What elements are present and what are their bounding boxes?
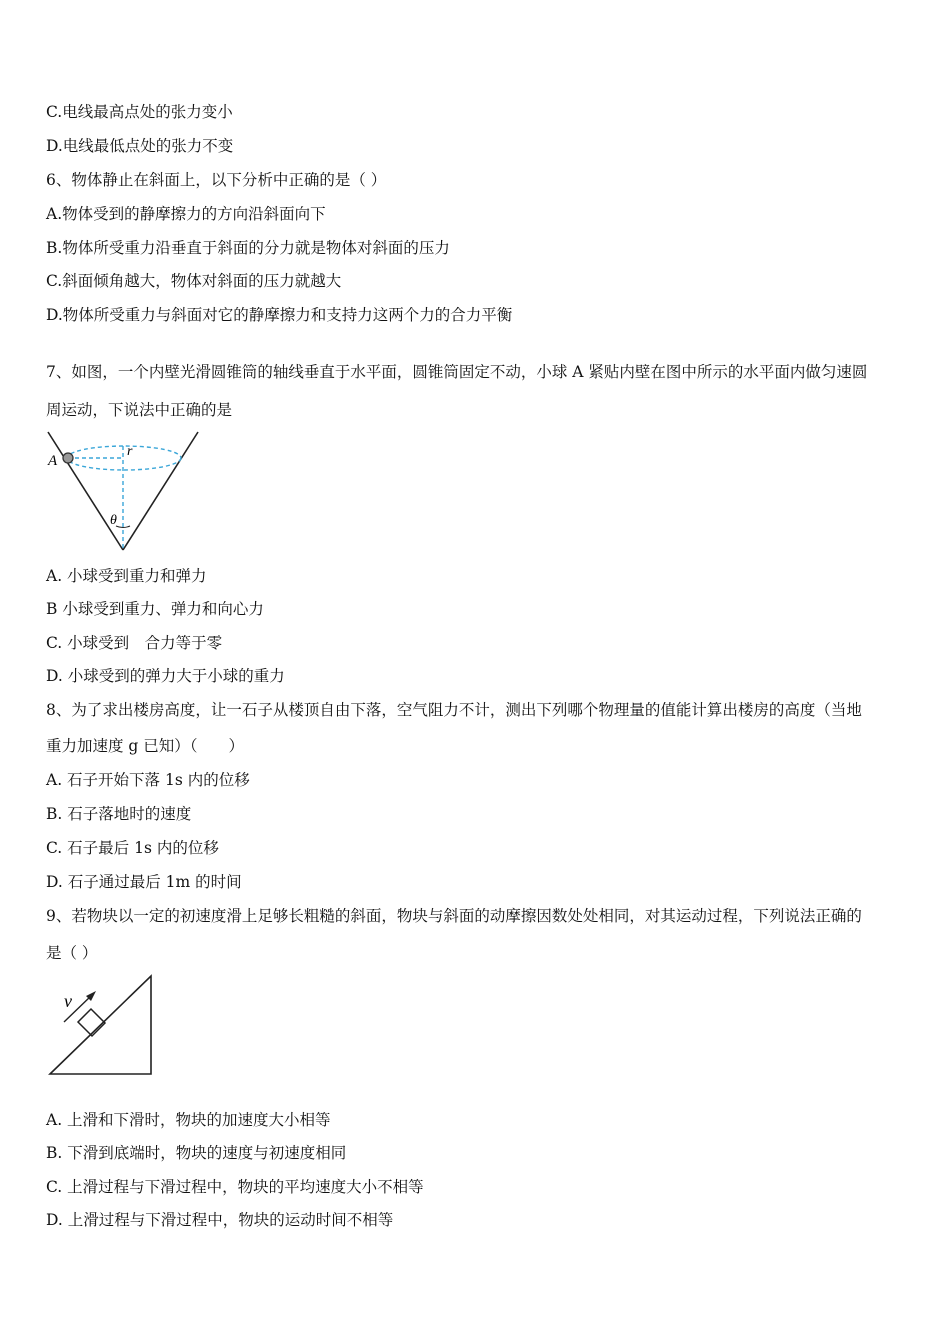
q7-option-b: B 小球受到重力、弹力和向心力 xyxy=(46,600,264,618)
q9-option-b: B. 下滑到底端时，物块的速度与初速度相同 xyxy=(46,1144,347,1162)
incline-figure xyxy=(44,970,159,1080)
q6-option-a: A.物体受到的静摩擦力的方向沿斜面向下 xyxy=(46,205,326,223)
q8-option-a: A. 石子开始下落 1s 内的位移 xyxy=(46,771,250,789)
line-5c: C.电线最高点处的张力变小 xyxy=(46,103,233,121)
q7-option-c: C. 小球受到 合力等于零 xyxy=(46,634,223,652)
q8-option-c: C. 石子最后 1s 内的位移 xyxy=(46,839,219,857)
label-theta: θ xyxy=(110,513,117,528)
q6-option-c: C.斜面倾角越大，物体对斜面的压力就越大 xyxy=(46,272,342,290)
question-8-line2: 重力加速度 g 已知）（ ） xyxy=(46,737,245,755)
question-9-line2: 是（ ） xyxy=(46,944,98,962)
label-v: v xyxy=(64,991,72,1011)
question-6: 6、物体静止在斜面上，以下分析中正确的是（ ） xyxy=(46,171,387,189)
question-7-line2: 周运动，下说法中正确的是 xyxy=(46,401,233,419)
label-r: r xyxy=(127,444,133,459)
cone-figure xyxy=(44,428,204,556)
question-8-line1: 8、为了求出楼房高度，让一石子从楼顶自由下落，空气阻力不计，测出下列哪个物理量的值能计算出楼房的高度（当地 xyxy=(46,701,862,719)
q6-option-b: B.物体所受重力沿垂直于斜面的分力就是物体对斜面的压力 xyxy=(46,239,450,257)
cone-right-wall xyxy=(123,432,198,550)
q7-option-a: A. 小球受到重力和弹力 xyxy=(46,567,207,585)
block xyxy=(78,1009,105,1036)
label-a: A xyxy=(48,453,58,469)
question-9-line1: 9、若物块以一定的初速度滑上足够长粗糙的斜面，物块与斜面的动摩擦因数处处相同，对其运动过程，下列说法正确的 xyxy=(46,907,862,925)
line-5d: D.电线最低点处的张力不变 xyxy=(46,137,234,155)
q9-option-d: D. 上滑过程与下滑过程中，物块的运动时间不相等 xyxy=(46,1211,394,1229)
q8-option-b: B. 石子落地时的速度 xyxy=(46,805,192,823)
q7-option-d: D. 小球受到的弹力大于小球的重力 xyxy=(46,667,285,685)
q9-option-a: A. 上滑和下滑时，物块的加速度大小相等 xyxy=(46,1111,331,1129)
q9-option-c: C. 上滑过程与下滑过程中，物块的平均速度大小不相等 xyxy=(46,1178,424,1196)
question-7-line1: 7、如图，一个内壁光滑圆锥筒的轴线垂直于水平面，圆锥筒固定不动，小球 A 紧贴内壁在图中所示的水平面内做匀速圆 xyxy=(46,363,868,381)
q8-option-d: D. 石子通过最后 1m 的时间 xyxy=(46,873,242,891)
q6-option-d: D.物体所受重力与斜面对它的静摩擦力和支持力这两个力的合力平衡 xyxy=(46,306,513,324)
ball-a xyxy=(63,453,73,463)
